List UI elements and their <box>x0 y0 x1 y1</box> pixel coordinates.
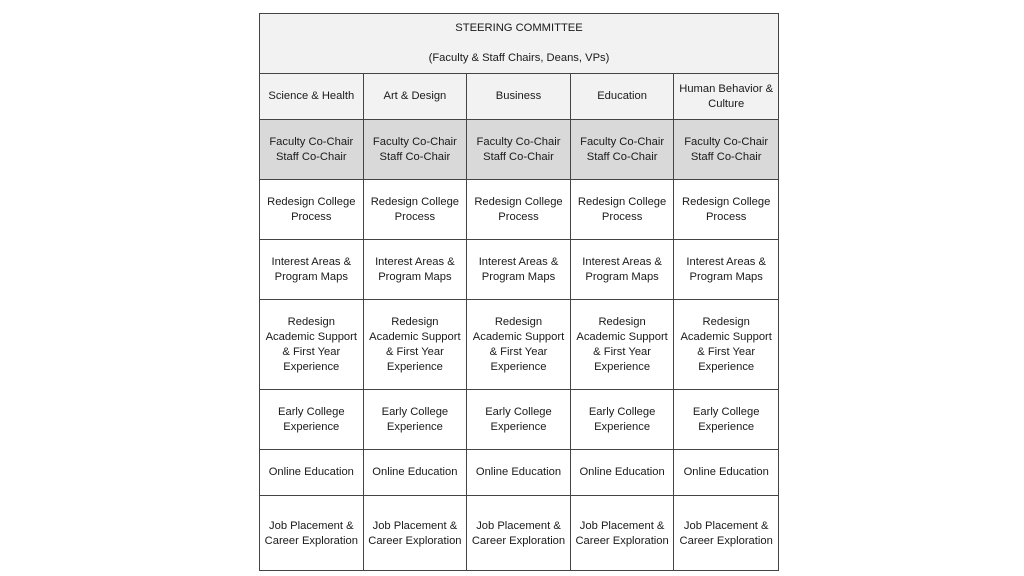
co-chairs-cell: Faculty Co-Chair Staff Co-Chair <box>364 120 468 180</box>
initiative-cell: Job Placement & Career Exploration <box>679 519 773 547</box>
initiative-cell: Redesign College Process <box>467 180 571 240</box>
co-chairs-cell: Faculty Co-Chair Staff Co-Chair <box>571 120 675 180</box>
steering-committee-title: STEERING COMMITTEE <box>455 22 583 34</box>
initiative-cell: Early College Experience <box>364 390 468 450</box>
initiative-cell: Redesign Academic Support & First Year Experience <box>260 300 364 390</box>
initiative-cell: Interest Areas & Program Maps <box>467 240 571 300</box>
initiative-cell: Interest Areas & Program Maps <box>674 240 778 300</box>
co-chairs-cell: Faculty Co-Chair Staff Co-Chair <box>260 120 364 180</box>
column-header-science-health: Science & Health <box>260 74 364 120</box>
column-header-human-behavior-culture: Human Behavior & Culture <box>674 74 778 120</box>
initiative-cell: Interest Areas & Program Maps <box>260 240 364 300</box>
co-chairs-cell: Faculty Co-Chair Staff Co-Chair <box>674 120 778 180</box>
initiative-cell: Job Placement & Career Exploration <box>571 496 675 571</box>
initiative-cell: Online Education <box>571 450 675 496</box>
initiative-cell: Job Placement & Career Exploration <box>260 496 364 571</box>
initiative-cell: Online Education <box>260 450 364 496</box>
initiative-cell: Redesign College Process <box>260 180 364 240</box>
column-header-art-design: Art & Design <box>364 74 468 120</box>
initiative-cell: Online Education <box>364 450 468 496</box>
initiative-cell: Redesign College Process <box>571 180 675 240</box>
steering-committee-subtitle: (Faculty & Staff Chairs, Deans, VPs) <box>428 52 610 64</box>
column-header-education: Education <box>571 74 675 120</box>
initiative-cell: Interest Areas & Program Maps <box>571 240 675 300</box>
steering-committee-header <box>260 14 778 74</box>
initiative-cell: Online Education <box>674 450 778 496</box>
initiative-cell: Redesign Academic Support & First Year Experience <box>364 300 468 390</box>
org-chart-grid <box>259 13 779 571</box>
co-chairs-cell: Faculty Co-Chair Staff Co-Chair <box>467 120 571 180</box>
initiative-cell: Redesign Academic Support & First Year Experience <box>674 300 778 390</box>
initiative-cell: Online Education <box>467 450 571 496</box>
initiative-cell: Interest Areas & Program Maps <box>364 240 468 300</box>
initiative-cell: Job Placement & Career Exploration <box>364 496 468 571</box>
initiative-cell: Redesign Academic Support & First Year Experience <box>571 300 675 390</box>
initiative-cell: Early College Experience <box>260 390 364 450</box>
initiative-cell: Early College Experience <box>571 390 675 450</box>
initiative-cell: Redesign College Process <box>674 180 778 240</box>
initiative-cell: Job Placement & Career Exploration <box>467 496 571 571</box>
column-header-business: Business <box>467 74 571 120</box>
initiative-cell: Redesign College Process <box>364 180 468 240</box>
initiative-cell: Early College Experience <box>674 390 778 450</box>
initiative-cell: Redesign Academic Support & First Year Experience <box>467 300 571 390</box>
initiative-cell: Early College Experience <box>467 390 571 450</box>
